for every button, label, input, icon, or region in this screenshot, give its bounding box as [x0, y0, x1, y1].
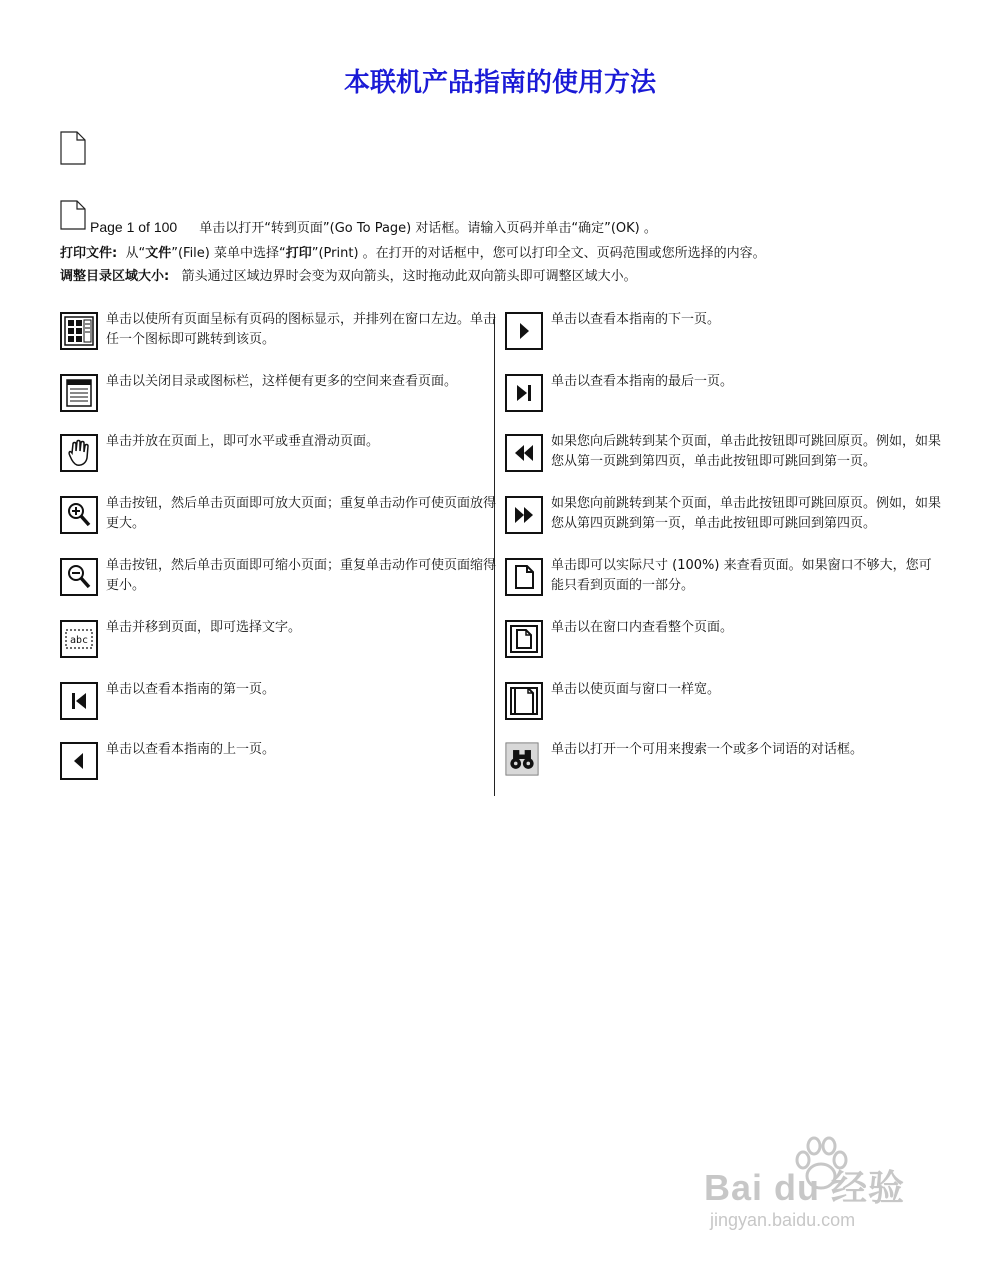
goto-line	[90, 217, 657, 236]
print-text-c: ”(Print) 。在打开的对话框中，您可以打印全文、页码范围或您所选择的内容。	[311, 246, 766, 261]
item-text: 单击并放在页面上，即可水平或垂直滑动页面。	[106, 434, 380, 449]
print-text-a: 从“	[125, 246, 146, 261]
go-back-icon[interactable]	[505, 434, 543, 472]
last-page-icon[interactable]	[505, 374, 543, 412]
text-select-icon[interactable]	[60, 620, 98, 658]
page-title: 本联机产品指南的使用方法	[343, 68, 656, 98]
actual-size-icon[interactable]	[505, 558, 543, 596]
print-print: 打印	[285, 246, 312, 261]
next-page-icon[interactable]	[505, 312, 543, 350]
item-text: 单击以查看本指南的上一页。	[106, 742, 276, 757]
print-text-b: ”(File) 菜单中选择“	[171, 246, 286, 261]
print-label: 打印文件:	[60, 246, 118, 261]
hand-tool-icon[interactable]	[60, 434, 98, 472]
item-text: 单击并移到页面，即可选择文字。	[106, 620, 302, 635]
item-text: 单击以查看本指南的下一页。	[551, 312, 721, 327]
fit-width-icon[interactable]	[505, 682, 543, 720]
fit-page-icon[interactable]	[505, 620, 543, 658]
item-text: 如果您向前跳转到某个页面，单击此按钮即可跳回原页。例如，如果您从第四页跳到第一页，单击此按钮即可跳回到第四页。	[551, 496, 942, 531]
item-text: 单击以打开一个可用来搜索一个或多个词语的对话框。	[551, 742, 864, 757]
item-text: 单击以查看本指南的第一页。	[106, 682, 276, 697]
page-indicator[interactable]: Page 1 of 100	[90, 219, 178, 235]
go-forward-icon[interactable]	[505, 496, 543, 534]
previous-page-icon[interactable]	[60, 742, 98, 780]
item-text: 单击以在窗口内查看整个页面。	[551, 620, 734, 635]
page-box-icon	[60, 200, 86, 230]
watermark-url: jingyan.baidu.com	[710, 1210, 856, 1230]
print-file: 文件	[145, 246, 172, 261]
item-text: 单击按钮，然后单击页面即可放大页面；重复单击动作可使页面放得更大。	[106, 496, 497, 531]
item-text: 单击以关闭目录或图标栏，这样便有更多的空间来查看页面。	[106, 374, 458, 389]
watermark-brand: Bai du 经验	[704, 1167, 906, 1208]
watermark	[700, 1130, 940, 1240]
item-text: 单击以使页面与窗口一样宽。	[551, 682, 721, 697]
zoom-out-icon[interactable]	[60, 558, 98, 596]
item-text: 单击以查看本指南的最后一页。	[551, 374, 734, 389]
item-text: 如果您向后跳转到某个页面，单击此按钮即可跳回原页。例如，如果您从第一页跳到第四页，单击此按钮即可跳回到第一页。	[551, 434, 942, 469]
goto-text: 单击以打开“转到页面”(Go To Page) 对话框。请输入页码并单击“确定”(OK) 。	[199, 221, 657, 236]
find-icon[interactable]	[505, 742, 539, 776]
item-text: 单击以使所有页面呈标有页码的图标显示，并排列在窗口左边。单击任一个图标即可跳转到该页。	[106, 312, 497, 347]
item-text: 单击即可以实际尺寸 (100%) 来查看页面。如果窗口不够大，您可能只看到页面的一部分。	[551, 558, 932, 593]
resize-line	[60, 265, 637, 284]
svg-text:abc: abc	[69, 635, 89, 646]
document-icon	[60, 131, 86, 165]
zoom-in-icon[interactable]	[60, 496, 98, 534]
item-text: 单击按钮，然后单击页面即可缩小页面；重复单击动作可使页面缩得更小。	[106, 558, 497, 593]
thumbnails-icon[interactable]	[60, 312, 98, 350]
first-page-icon[interactable]	[60, 682, 98, 720]
print-line	[60, 242, 766, 261]
resize-label: 调整目录区域大小:	[60, 269, 170, 284]
toc-toggle-icon[interactable]	[60, 374, 98, 412]
resize-text: 箭头通过区域边界时会变为双向箭头，这时拖动此双向箭头即可调整区域大小。	[181, 269, 637, 284]
